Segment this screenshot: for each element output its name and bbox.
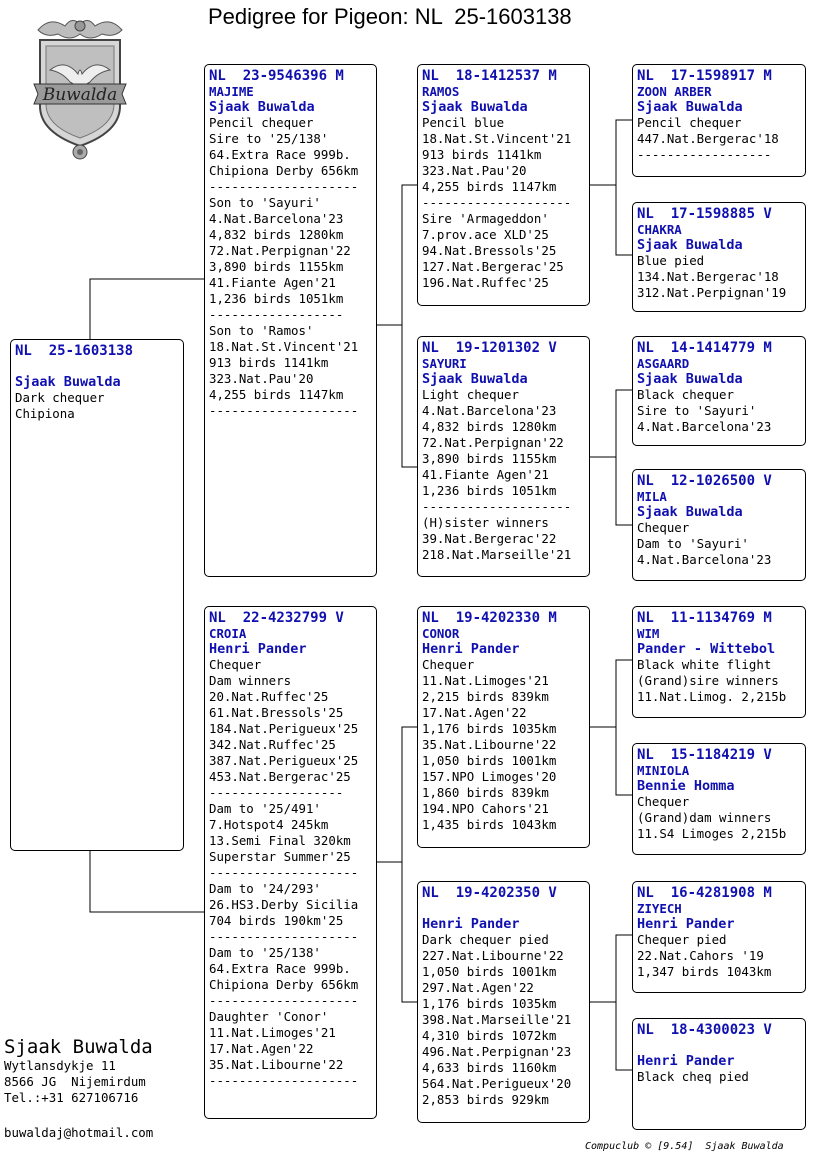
info-line: 4.Nat.Barcelona'23 xyxy=(637,552,772,567)
info-line: Chipiona Derby 656km xyxy=(209,163,359,178)
info-line: 64.Extra Race 999b. xyxy=(209,147,351,162)
breeder-name: Pander - Wittebol xyxy=(637,641,776,657)
info-line: 387.Nat.Perigueux'25 xyxy=(209,753,359,768)
owner-address-line: Wytlansdykje 11 xyxy=(4,1058,116,1073)
info-line: 196.Nat.Ruffec'25 xyxy=(422,275,549,290)
breeder-name: Sjaak Buwalda xyxy=(637,371,743,387)
info-line: 4.Nat.Barcelona'23 xyxy=(209,211,344,226)
info-line: 1,050 birds 1001km xyxy=(422,964,557,979)
owner-phone: Tel.:+31 627106716 xyxy=(4,1090,139,1105)
info-line: 4,255 birds 1147km xyxy=(422,179,557,194)
breeder-name: Sjaak Buwalda xyxy=(637,237,743,253)
info-line: -------------------- xyxy=(422,195,572,210)
info-line: Light chequer xyxy=(422,387,519,402)
info-line: 1,176 birds 1035km xyxy=(422,721,557,736)
ring-number: NL 19-4202350 V xyxy=(422,885,557,901)
dam-card[interactable] xyxy=(204,606,377,1119)
ring-number: NL 14-1414779 M xyxy=(637,340,772,356)
info-line: 4,255 birds 1147km xyxy=(209,387,344,402)
info-line: 1,435 birds 1043km xyxy=(422,817,557,832)
info-line: Dam winners xyxy=(209,673,292,688)
info-line: 1,236 birds 1051km xyxy=(209,291,344,306)
info-line: 496.Nat.Perpignan'23 xyxy=(422,1044,572,1059)
info-line: Dam to '25/491' xyxy=(209,801,321,816)
dd-dam-card[interactable] xyxy=(632,1018,806,1130)
ring-number: NL 17-1598885 V xyxy=(637,206,772,222)
info-line: Chequer pied xyxy=(637,932,727,947)
info-line: 72.Nat.Perpignan'22 xyxy=(209,243,351,258)
ring-number: NL 19-4202330 M xyxy=(422,610,557,626)
pigeon-name: CONOR xyxy=(422,626,460,641)
info-line: 61.Nat.Bressols'25 xyxy=(209,705,344,720)
ring-number: NL 22-4232799 V xyxy=(209,610,344,626)
breeder-name: Henri Pander xyxy=(209,641,307,657)
info-line: Son to 'Sayuri' xyxy=(209,195,321,210)
dd-sire-card[interactable] xyxy=(632,881,806,993)
info-line: 312.Nat.Perpignan'19 xyxy=(637,285,787,300)
info-line: 184.Nat.Perigueux'25 xyxy=(209,721,359,736)
info-line: (Grand)dam winners xyxy=(637,810,772,825)
info-line: Chequer xyxy=(637,520,690,535)
info-line: Chequer xyxy=(209,657,262,672)
info-line: 4.Nat.Barcelona'23 xyxy=(637,419,772,434)
info-line: (H)sister winners xyxy=(422,515,549,530)
info-line: 18.Nat.St.Vincent'21 xyxy=(422,131,572,146)
info-line: 11.Nat.Limoges'21 xyxy=(209,1025,336,1040)
info-line: 3,890 birds 1155km xyxy=(209,259,344,274)
ds-sire-card[interactable] xyxy=(632,606,806,718)
info-line: 35.Nat.Libourne'22 xyxy=(209,1057,344,1072)
info-line: 134.Nat.Bergerac'18 xyxy=(637,269,779,284)
info-line: 94.Nat.Bressols'25 xyxy=(422,243,557,258)
info-line: ------------------ xyxy=(209,307,344,322)
pigeon-name xyxy=(637,1038,801,1053)
info-line: -------------------- xyxy=(209,929,359,944)
info-line: 41.Fiante Agen'21 xyxy=(209,275,336,290)
info-line: 227.Nat.Libourne'22 xyxy=(422,948,564,963)
ring-number: NL 16-4281908 M xyxy=(637,885,772,901)
info-line: Sire to 'Sayuri' xyxy=(637,403,757,418)
info-line: 1,050 birds 1001km xyxy=(422,753,557,768)
sire-dam-card[interactable] xyxy=(417,336,590,577)
info-line: Chipiona xyxy=(15,406,75,421)
breeder-name: Sjaak Buwalda xyxy=(15,374,121,390)
ds-dam-card[interactable] xyxy=(632,743,806,855)
info-line: -------------------- xyxy=(209,993,359,1008)
info-line: 453.Nat.Bergerac'25 xyxy=(209,769,351,784)
breeder-name: Sjaak Buwalda xyxy=(422,371,528,387)
info-line: 447.Nat.Bergerac'18 xyxy=(637,131,779,146)
info-line: 20.Nat.Ruffec'25 xyxy=(209,689,329,704)
info-line: Daughter 'Conor' xyxy=(209,1009,329,1024)
info-line: Dam to '24/293' xyxy=(209,881,321,896)
owner-email[interactable]: buwaldaj@hotmail.com xyxy=(4,1125,154,1140)
info-line: ------------------ xyxy=(209,785,344,800)
info-line: 297.Nat.Agen'22 xyxy=(422,980,534,995)
info-line: Chipiona Derby 656km xyxy=(209,977,359,992)
info-line: Black chequer xyxy=(637,387,734,402)
ring-number: NL 12-1026500 V xyxy=(637,473,772,489)
info-line: -------------------- xyxy=(209,865,359,880)
breeder-name: Henri Pander xyxy=(422,641,520,657)
info-line: 11.Nat.Limoges'21 xyxy=(422,673,549,688)
info-line: 323.Nat.Pau'20 xyxy=(422,163,527,178)
info-line: 7.prov.ace XLD'25 xyxy=(422,227,549,242)
info-line: 4,633 birds 1160km xyxy=(422,1060,557,1075)
info-line: 35.Nat.Libourne'22 xyxy=(422,737,557,752)
info-line: 1,347 birds 1043km xyxy=(637,964,772,979)
ring-number: NL 18-1412537 M xyxy=(422,68,557,84)
info-line: 218.Nat.Marseille'21 xyxy=(422,547,572,562)
info-line: Dam to 'Sayuri' xyxy=(637,536,749,551)
info-line: Dam to '25/138' xyxy=(209,945,321,960)
info-line: 4,832 birds 1280km xyxy=(209,227,344,242)
footer-credit: Compuclub © [9.54] Sjaak Buwalda xyxy=(585,1141,784,1152)
owner-address-line: 8566 JG Nijemirdum xyxy=(4,1074,146,1089)
info-line: Pencil chequer xyxy=(637,115,742,130)
sire-sire-card[interactable] xyxy=(417,64,590,306)
info-line: Sire 'Armageddon' xyxy=(422,211,549,226)
ring-number: NL 23-9546396 M xyxy=(209,68,344,84)
owner-info xyxy=(4,1036,153,1106)
info-line: 4,832 birds 1280km xyxy=(422,419,557,434)
info-line: 2,215 birds 839km xyxy=(422,689,549,704)
breeder-name: Bennie Homma xyxy=(637,778,735,794)
pigeon-name: MINIOLA xyxy=(637,763,690,778)
info-line: 7.Hotspot4 245km xyxy=(209,817,329,832)
breeder-name: Sjaak Buwalda xyxy=(422,99,528,115)
info-line: 72.Nat.Perpignan'22 xyxy=(422,435,564,450)
info-line: 4.Nat.Barcelona'23 xyxy=(422,403,557,418)
info-line: 11.S4 Limoges 2,215b xyxy=(637,826,787,841)
info-line: 11.Nat.Limog. 2,215b xyxy=(637,689,787,704)
ring-number: NL 18-4300023 V xyxy=(637,1022,772,1038)
info-line: Black cheq pied xyxy=(637,1069,749,1084)
ring-number: NL 15-1184219 V xyxy=(637,747,772,763)
owner-name: Sjaak Buwalda xyxy=(4,1036,153,1058)
dam-dam-card[interactable] xyxy=(417,881,590,1123)
info-line: -------------------- xyxy=(422,499,572,514)
info-line: Black white flight xyxy=(637,657,772,672)
sd-dam-card[interactable] xyxy=(632,469,806,581)
pigeon-name: RAMOS xyxy=(422,84,460,99)
breeder-name: Henri Pander xyxy=(637,1053,735,1069)
info-line: 323.Nat.Pau'20 xyxy=(209,371,314,386)
info-line: -------------------- xyxy=(209,1073,359,1088)
info-line: 564.Nat.Perigueux'20 xyxy=(422,1076,572,1091)
ring-number: NL 25-1603138 xyxy=(15,343,134,359)
info-line: Dark chequer pied xyxy=(422,932,549,947)
info-line: 157.NPO Limoges'20 xyxy=(422,769,557,784)
info-line: 22.Nat.Cahors '19 xyxy=(637,948,764,963)
info-line: -------------------- xyxy=(209,403,359,418)
info-line: 1,176 birds 1035km xyxy=(422,996,557,1011)
info-line: 17.Nat.Agen'22 xyxy=(422,705,527,720)
info-line: Blue pied xyxy=(637,253,705,268)
info-line: Son to 'Ramos' xyxy=(209,323,314,338)
info-line: 913 birds 1141km xyxy=(209,355,329,370)
logo-text: Buwalda xyxy=(42,85,118,105)
breeder-name: Sjaak Buwalda xyxy=(637,99,743,115)
pigeon-name: ZIYECH xyxy=(637,901,682,916)
info-line: Superstar Summer'25 xyxy=(209,849,351,864)
page-title: Pedigree for Pigeon: NL 25-1603138 xyxy=(208,4,572,29)
pigeon-name: ASGAARD xyxy=(637,356,690,371)
info-line: 1,236 birds 1051km xyxy=(422,483,557,498)
pigeon-name: WIM xyxy=(637,626,660,641)
info-line: 64.Extra Race 999b. xyxy=(209,961,351,976)
info-line: 127.Nat.Bergerac'25 xyxy=(422,259,564,274)
ring-number: NL 19-1201302 V xyxy=(422,340,557,356)
breeder-name: Henri Pander xyxy=(637,916,735,932)
pigeon-name: CROIA xyxy=(209,626,247,641)
info-line: Dark chequer xyxy=(15,390,105,405)
info-line: 3,890 birds 1155km xyxy=(422,451,557,466)
ss-sire-card[interactable] xyxy=(632,64,806,177)
info-line: 704 birds 190km'25 xyxy=(209,913,344,928)
info-line: 26.HS3.Derby Sicilia xyxy=(209,897,359,912)
info-line: 13.Semi Final 320km xyxy=(209,833,351,848)
info-line: Pencil blue xyxy=(422,115,505,130)
dam-sire-card[interactable] xyxy=(417,606,590,848)
ring-number: NL 17-1598917 M xyxy=(637,68,772,84)
info-line: 398.Nat.Marseille'21 xyxy=(422,1012,572,1027)
info-line: Chequer xyxy=(637,794,690,809)
info-line: 2,853 birds 929km xyxy=(422,1092,549,1107)
info-line: 17.Nat.Agen'22 xyxy=(209,1041,314,1056)
info-line: Sire to '25/138' xyxy=(209,131,329,146)
ss-dam-card[interactable] xyxy=(632,202,806,312)
info-line: Chequer xyxy=(422,657,475,672)
subject-pigeon-card[interactable] xyxy=(10,339,184,851)
pigeon-name xyxy=(422,901,585,916)
info-line: 4,310 birds 1072km xyxy=(422,1028,557,1043)
info-line: 342.Nat.Ruffec'25 xyxy=(209,737,336,752)
info-line: 194.NPO Cahors'21 xyxy=(422,801,549,816)
ring-number: NL 11-1134769 M xyxy=(637,610,772,626)
breeder-name: Sjaak Buwalda xyxy=(209,99,315,115)
info-line: (Grand)sire winners xyxy=(637,673,779,688)
pigeon-name: ZOON ARBER xyxy=(637,84,712,99)
info-line: 1,860 birds 839km xyxy=(422,785,549,800)
pigeon-name: MAJIME xyxy=(209,84,254,99)
info-line: 39.Nat.Bergerac'22 xyxy=(422,531,557,546)
info-line: Pencil chequer xyxy=(209,115,314,130)
breeder-name: Sjaak Buwalda xyxy=(637,504,743,520)
info-line: 41.Fiante Agen'21 xyxy=(422,467,549,482)
info-line: -------------------- xyxy=(209,179,359,194)
info-line: 913 birds 1141km xyxy=(422,147,542,162)
pigeon-name: CHAKRA xyxy=(637,222,682,237)
sire-card[interactable] xyxy=(204,64,377,577)
breeder-name: Henri Pander xyxy=(422,916,520,932)
sd-sire-card[interactable] xyxy=(632,336,806,446)
pigeon-name: SAYURI xyxy=(422,356,467,371)
info-line: 18.Nat.St.Vincent'21 xyxy=(209,339,359,354)
info-line: ------------------ xyxy=(637,147,772,162)
pigeon-name: MILA xyxy=(637,489,667,504)
pigeon-name xyxy=(15,359,179,374)
